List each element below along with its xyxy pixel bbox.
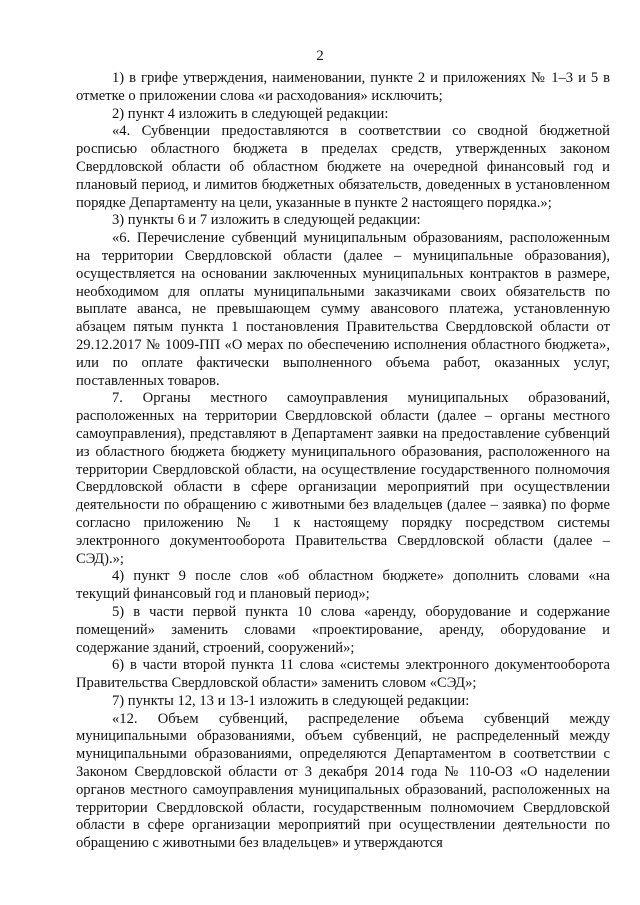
paragraph-amendment-4: 4) пункт 9 после слов «об областном бюджете» дополнить словами «на текущий финансовый год и плановый период»; — [76, 568, 610, 603]
paragraph-amendment-3: 3) пункты 6 и 7 изложить в следующей редакции: — [112, 212, 421, 229]
paragraph-item-12: «12. Объем субвенций, распределение объема субвенций между муниципальными образованиями, объем субвенций, не распределенный между муниципальными образованиями, определяются Департаментом в соответствии с Законом Свердловской области от 3 декабря 2014 года № 110-ОЗ «О наделении органов местного самоуправления муниципальных образований, расположенных на территории Свердловской области, государственным полномочием Свердловской области в сфере организации мероприятий при осуществлении деятельности по обращению с животными без владельцев» и утверждаются — [76, 710, 610, 852]
page-number: 2 — [316, 48, 324, 64]
paragraph-amendment-5: 5) в части первой пункта 10 слова «аренду, оборудование и содержание помещений» заменить словами «проектирование, аренду, оборудование и содержание зданий, строений, сооружений»; — [76, 603, 610, 656]
document-body — [76, 70, 610, 853]
paragraph-item-4: «4. Субвенции предоставляются в соответствии со сводной бюджетной росписью областного бюджета в пределах средств, утвержденных законом Свердловской области об областном бюджете на очередной финансовый год и плановый период, и лимитов бюджетных обязательств, доведенных в установленном порядке Департаменту на цели, указанные в пункте 2 настоящего порядка.»; — [76, 123, 610, 211]
paragraph-amendment-1: 1) в грифе утверждения, наименовании, пункте 2 и приложениях № 1–3 и 5 в отметке о приложении слова «и расходования» исключить; — [76, 70, 610, 104]
paragraph-amendment-7: 7) пункты 12, 13 и 13-1 изложить в следующей редакции: — [112, 692, 470, 709]
paragraph-item-7: 7. Органы местного самоуправления муниципальных образований, расположенных на территории Свердловской области (далее – органы местного самоуправления), представляют в Департамент заявки на предоставление субвенций из областного бюджета бюджету муниципального образования, расположенного на территории Свердловской области, на осуществление государственного полномочия Свердловской области в сфере организации мероприятий при осуществлении деятельности по обращению с животными без владельцев (далее – заявка) по форме согласно приложению № 1 к настоящему порядку посредством системы электронного документооборота Правительства Свердловской области (далее – СЭД).»; — [76, 390, 610, 567]
paragraph-item-6: «6. Перечисление субвенций муниципальным образованиям, расположенным на территории Свердловской области (далее – муниципальные образования), осуществляется на основании заключенных муниципальных контрактов в размере, необходимом для оплаты муниципальными заказчиками своих обязательств по выплате аванса, не превышающем сумму авансового платежа, установленную абзацем пятым пункта 1 постановления Правительства Свердловской области от 29.12.2017 № 1009-ПП «О мерах по обеспечению исполнения областного бюджета», или по оплате фактически выполненного объема работ, оказанных услуг, поставленных товаров. — [76, 230, 610, 389]
paragraph-amendment-6: 6) в части второй пункта 11 слова «системы электронного документооборота Правительства Свердловской области» заменить словом «СЭД»; — [76, 657, 610, 692]
paragraph-amendment-2: 2) пункт 4 изложить в следующей редакции: — [112, 105, 389, 122]
